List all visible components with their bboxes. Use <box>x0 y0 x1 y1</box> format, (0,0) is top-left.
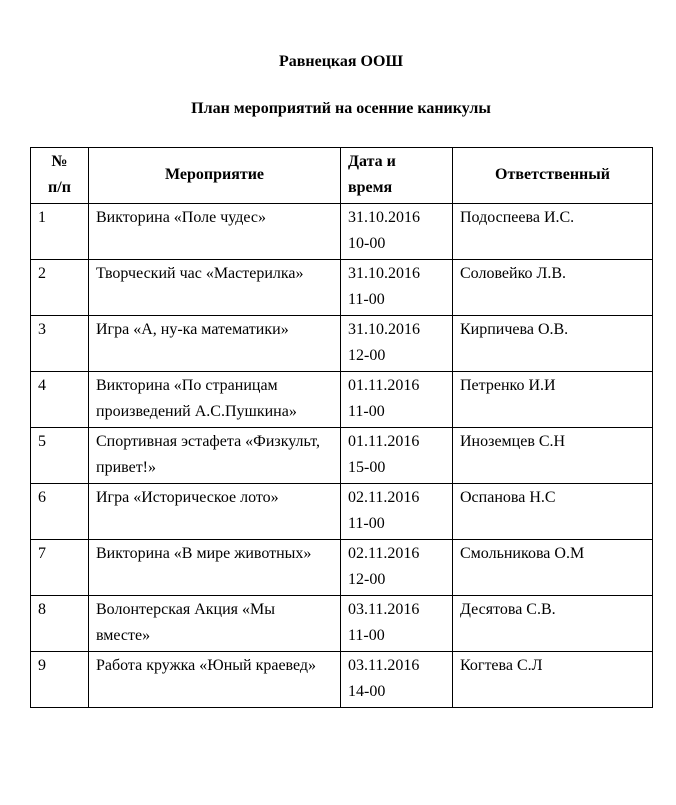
header-number-line2: п/п <box>48 179 71 196</box>
datetime-cell <box>341 540 453 596</box>
responsible-cell: Петренко И.И <box>453 372 653 428</box>
row-number: 9 <box>31 652 89 708</box>
date-text: 31.10.2016 <box>348 265 420 282</box>
header-row <box>31 148 653 204</box>
datetime-cell <box>341 428 453 484</box>
time-text: 11-00 <box>348 515 385 532</box>
responsible-cell: Подоспеева И.С. <box>453 204 653 260</box>
date-text: 31.10.2016 <box>348 321 420 338</box>
time-text: 10-00 <box>348 235 386 252</box>
date-text: 02.11.2016 <box>348 545 420 562</box>
date-text: 31.10.2016 <box>348 209 420 226</box>
row-number: 3 <box>31 316 89 372</box>
document-subtitle: План мероприятий на осенние каникулы <box>191 100 491 117</box>
time-text: 14-00 <box>348 683 386 700</box>
date-text: 03.11.2016 <box>348 601 420 618</box>
event-cell: Викторина «В мире животных» <box>89 540 341 596</box>
time-text: 12-00 <box>348 571 386 588</box>
time-text: 11-00 <box>348 627 385 644</box>
datetime-cell <box>341 260 453 316</box>
date-text: 02.11.2016 <box>348 489 420 506</box>
time-text: 11-00 <box>348 291 385 308</box>
row-number: 4 <box>31 372 89 428</box>
row-number: 5 <box>31 428 89 484</box>
header-datetime <box>341 148 453 204</box>
time-text: 15-00 <box>348 459 386 476</box>
datetime-cell <box>341 372 453 428</box>
event-cell: Викторина «Поле чудес» <box>89 204 341 260</box>
responsible-cell: Соловейко Л.В. <box>453 260 653 316</box>
date-text: 01.11.2016 <box>348 377 420 394</box>
row-number: 2 <box>31 260 89 316</box>
time-text: 11-00 <box>348 403 385 420</box>
header-event: Мероприятие <box>89 148 341 204</box>
table-row <box>31 260 653 316</box>
event-cell: Спортивная эстафета «Физкульт, привет!» <box>89 428 341 484</box>
responsible-cell: Смольникова О.М <box>453 540 653 596</box>
table-row <box>31 540 653 596</box>
table-row <box>31 316 653 372</box>
table-row <box>31 652 653 708</box>
table-row <box>31 428 653 484</box>
header-datetime-line1: Дата и <box>348 153 396 170</box>
header-number-line1: № <box>51 153 68 170</box>
header-responsible: Ответственный <box>453 148 653 204</box>
responsible-cell: Иноземцев С.Н <box>453 428 653 484</box>
row-number: 7 <box>31 540 89 596</box>
event-cell: Игра «А, ну-ка математики» <box>89 316 341 372</box>
datetime-cell <box>341 484 453 540</box>
datetime-cell <box>341 652 453 708</box>
row-number: 8 <box>31 596 89 652</box>
event-cell: Работа кружка «Юный краевед» <box>89 652 341 708</box>
datetime-cell <box>341 204 453 260</box>
time-text: 12-00 <box>348 347 386 364</box>
responsible-cell: Когтева С.Л <box>453 652 653 708</box>
table-row <box>31 204 653 260</box>
header-datetime-line2: время <box>348 179 393 196</box>
header-number <box>31 148 89 204</box>
table-row <box>31 484 653 540</box>
event-cell: Викторина «По страницам произведений А.С.Пушкина» <box>89 372 341 428</box>
row-number: 6 <box>31 484 89 540</box>
datetime-cell <box>341 316 453 372</box>
responsible-cell: Десятова С.В. <box>453 596 653 652</box>
document-title: Равнецкая ООШ <box>278 53 404 70</box>
table-header <box>31 148 653 204</box>
responsible-cell: Кирпичева О.В. <box>453 316 653 372</box>
table-body <box>31 204 653 708</box>
events-table <box>30 147 653 708</box>
date-text: 01.11.2016 <box>348 433 420 450</box>
row-number: 1 <box>31 204 89 260</box>
table-row <box>31 372 653 428</box>
datetime-cell <box>341 596 453 652</box>
table-row <box>31 596 653 652</box>
event-cell: Игра «Историческое лото» <box>89 484 341 540</box>
responsible-cell: Оспанова Н.С <box>453 484 653 540</box>
date-text: 03.11.2016 <box>348 657 420 674</box>
event-cell: Волонтерская Акция «Мы вместе» <box>89 596 341 652</box>
event-cell: Творческий час «Мастерилка» <box>89 260 341 316</box>
